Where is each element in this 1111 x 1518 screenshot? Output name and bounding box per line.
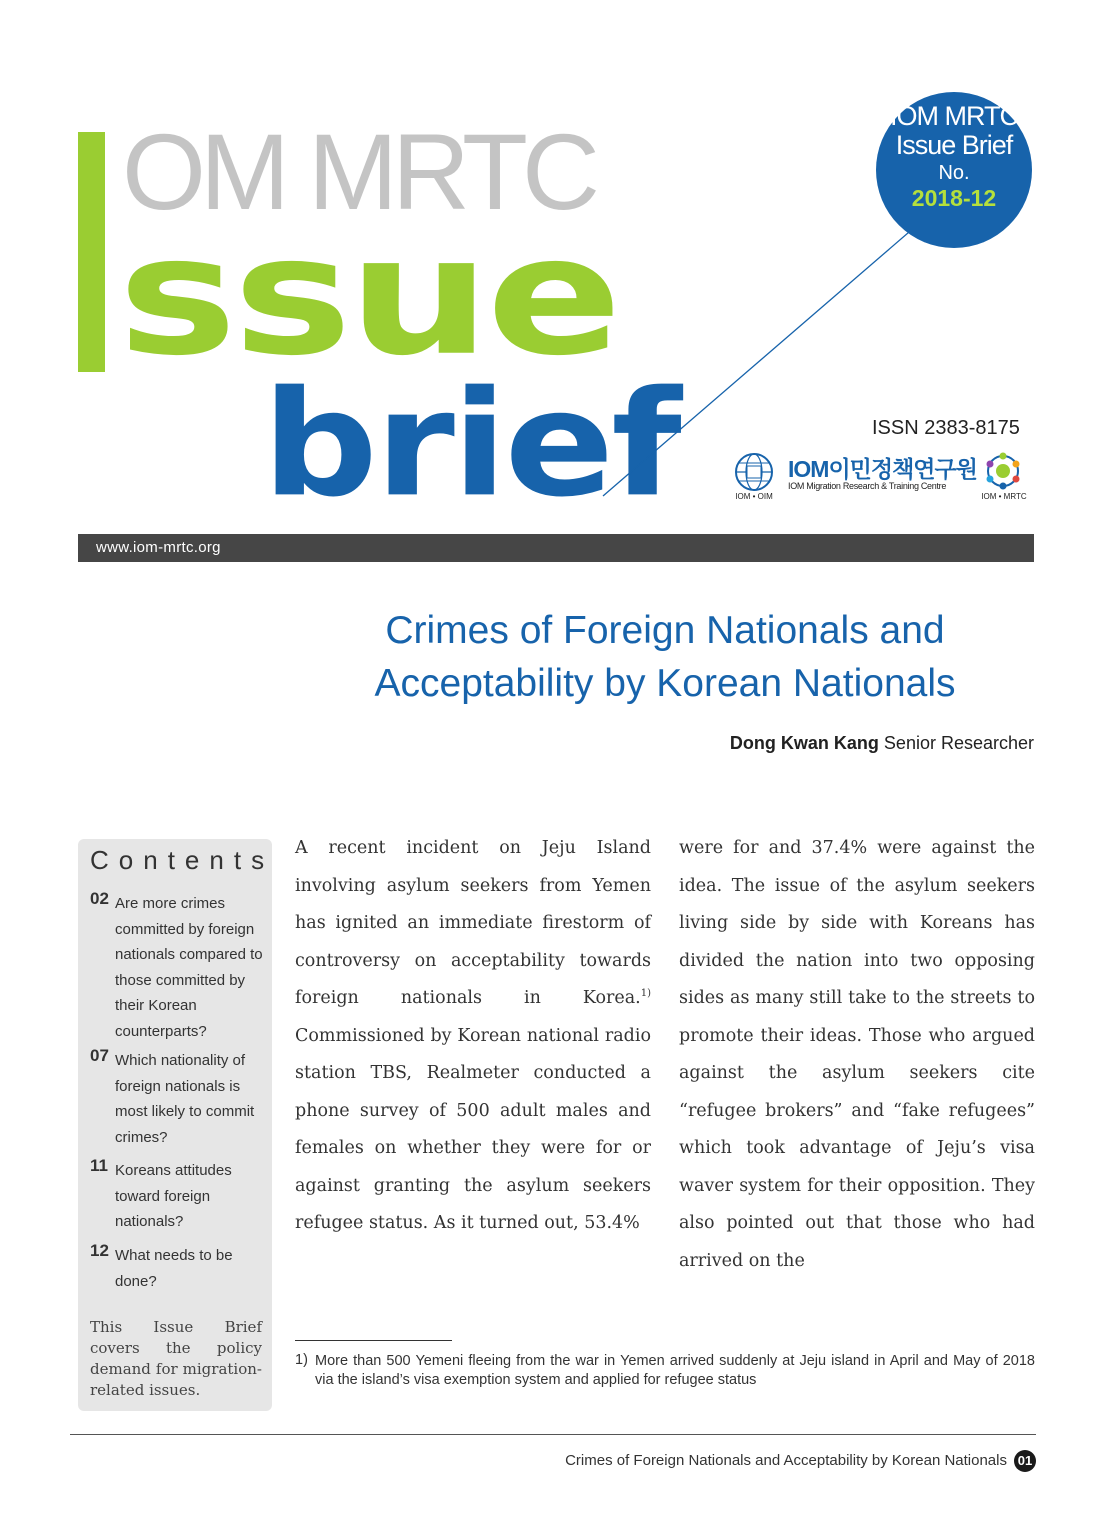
mrtc-logo-icon: [983, 451, 1023, 491]
toc-page-number: 11: [90, 1156, 108, 1175]
body-column-2: were for and 37.4% were against the idea. The issue of the asylum seekers living side by side with Koreans has divided the nation into two opposing sides as many still take to the streets to promote their ideas. Those who argued against the asylum seekers cite “refugee brokers” and “fake refugees” which took advantage of Jeju’s visa waver system for their opposition. They also pointed out that those who had arrived on the: [679, 838, 1035, 1271]
issue-number-badge: [876, 92, 1032, 248]
toc-item-text: What needs to be done?: [115, 1247, 233, 1290]
badge-line2: Issue Brief: [895, 130, 1013, 160]
masthead-issue: ssue: [118, 201, 619, 393]
toc-item-text: Koreans attitudes toward foreign nationals?: [115, 1162, 232, 1230]
toc-item-text: Are more crimes committed by foreign nationals compared to those committed by their Korean counterparts?: [115, 895, 263, 1040]
footnote-divider: [295, 1340, 452, 1341]
body-paragraph-cont: Commissioned by Korean national radio station TBS, Realmeter conducted a phone survey of 500 adult males and females on whether they were for or against granting the asylum seekers refugee status. As it turned out, 53.4%: [295, 1025, 651, 1233]
decorative-diagonal-line: [0, 0, 1111, 530]
contents-heading: Contents: [90, 845, 275, 875]
website-url[interactable]: www.iom-mrtc.org: [96, 539, 221, 556]
article-title-line2: Acceptability by Korean Nationals: [374, 662, 956, 705]
footnote-ref[interactable]: 1): [640, 988, 651, 1000]
badge-line3: No.: [938, 162, 970, 184]
body-paragraph-start: A recent incident on Jeju Island involving asylum seekers from Yemen has ignited an immediate firestorm of controversy on acceptability towards foreign nationals in Korea.: [295, 838, 651, 1008]
toc-page-number: 07: [90, 1046, 109, 1065]
footnote-number: 1): [295, 1352, 308, 1368]
author-name: Dong Kwan Kang: [729, 733, 879, 753]
body-column-1: [295, 830, 651, 1243]
org-subtitle: IOM Migration Research & Training Centre: [788, 481, 947, 491]
issn: ISSN 2383-8175: [872, 417, 1020, 439]
toc-item-text: Which nationality of foreign nationals is most likely to commit crimes?: [115, 1052, 255, 1146]
masthead-iom-mrtc: OM MRTC: [122, 111, 594, 232]
mrtc-logo-caption: IOM • MRTC: [981, 492, 1027, 501]
page-number: 01: [1014, 1450, 1036, 1472]
author-byline: [730, 733, 1034, 754]
footer-divider: [70, 1434, 1036, 1435]
website-bar: [78, 534, 1034, 562]
article-title-line1: Crimes of Foreign Nationals and: [385, 609, 945, 652]
org-name: IOM이민정책연구원: [788, 456, 977, 482]
badge-line1: IOM MRTC: [890, 101, 1018, 131]
footer-running-title: Crimes of Foreign Nationals and Acceptability by Korean Nationals: [565, 1452, 1007, 1469]
badge-number: 2018-12: [911, 185, 997, 211]
iom-logo-icon: [734, 452, 774, 492]
author-role: Senior Researcher: [883, 733, 1034, 753]
toc-page-number: 12: [90, 1241, 109, 1260]
issue-brief-note: This Issue Brief covers the policy demand for migration-related issues.: [90, 1318, 262, 1399]
toc-page-number: 02: [90, 889, 109, 908]
footnote-text: More than 500 Yemeni fleeing from the war in Yemen arrived suddenly at Jeju island in April and May of 2018 via the island’s visa exemption system and applied for refugee status: [315, 1353, 1035, 1388]
masthead-brief: brief: [262, 360, 679, 530]
iom-logo-caption: IOM • OIM: [735, 492, 773, 501]
